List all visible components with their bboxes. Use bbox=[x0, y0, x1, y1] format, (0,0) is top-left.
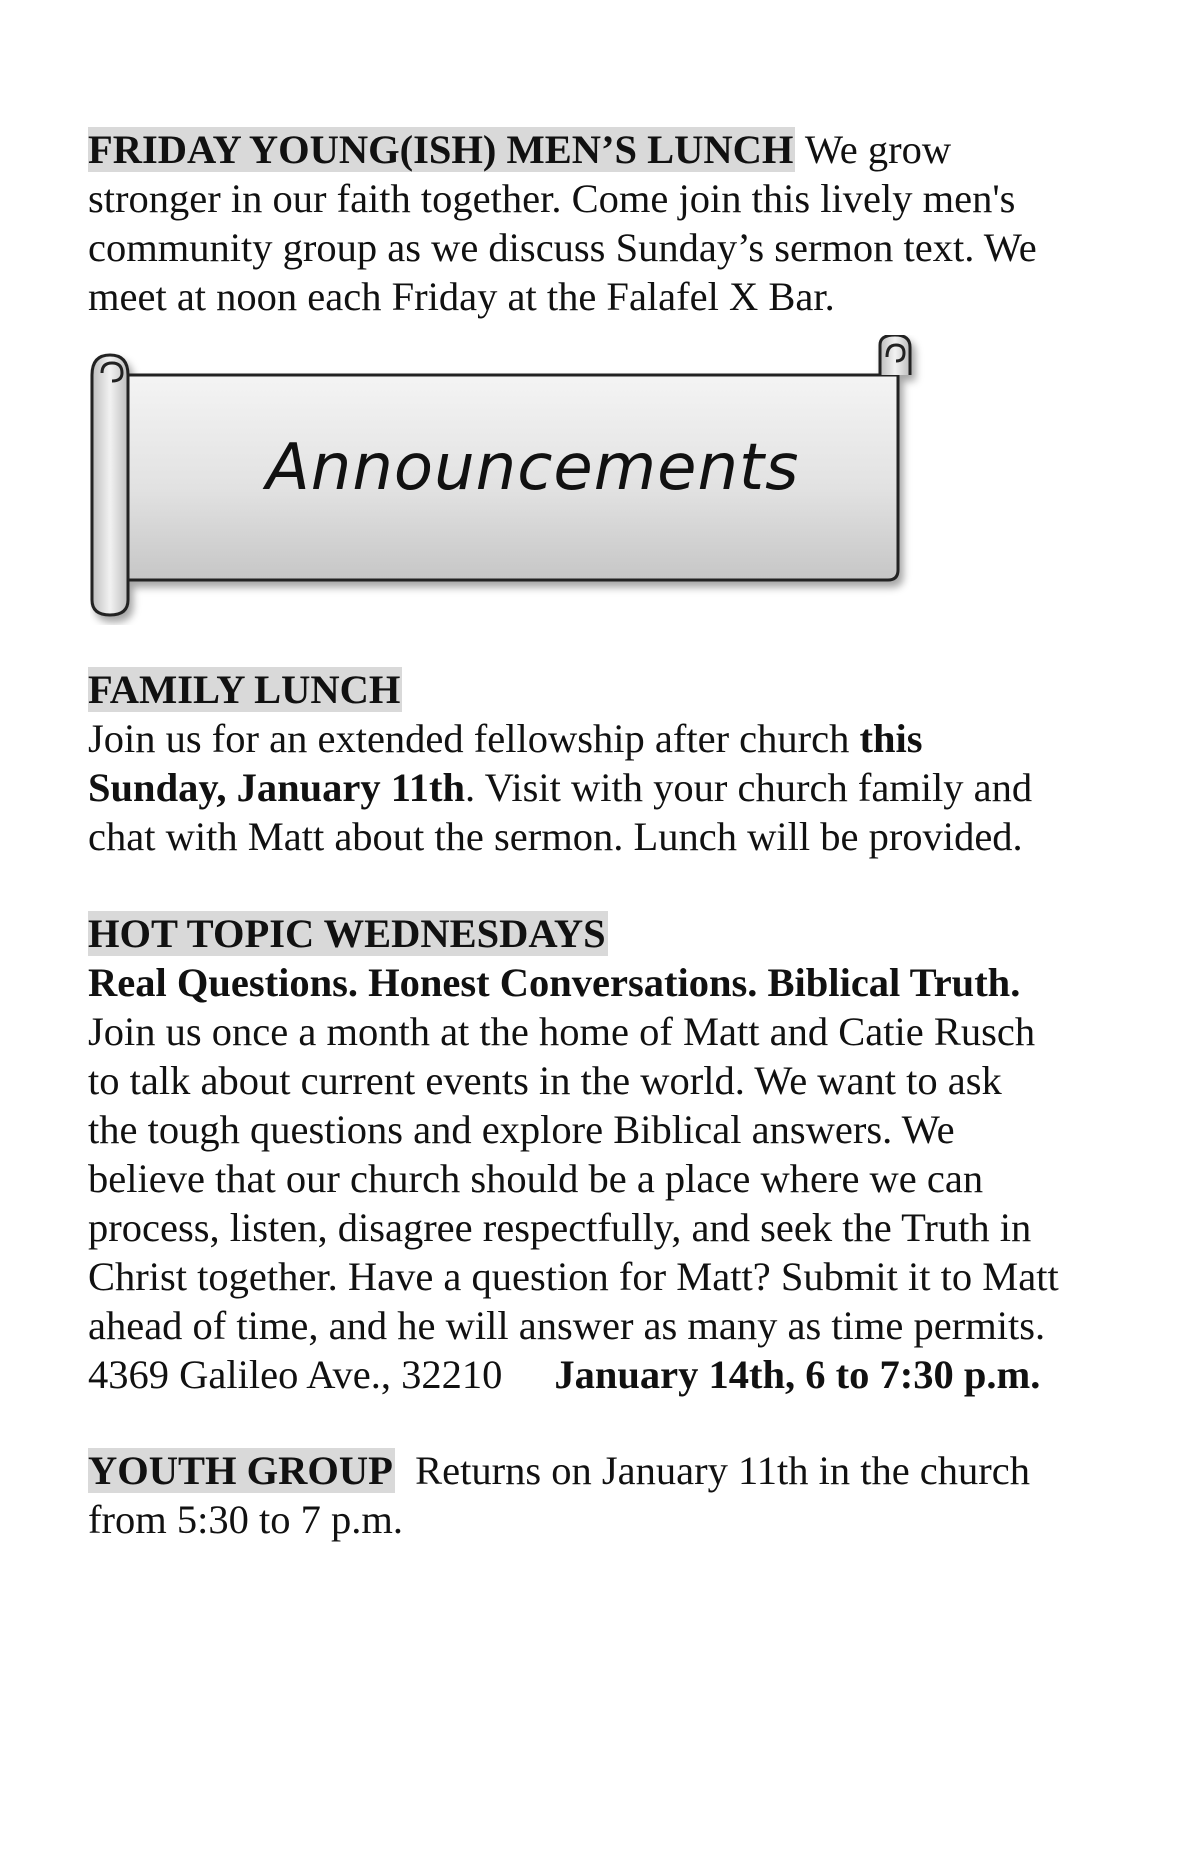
youth-line-1 bbox=[88, 1446, 1118, 1495]
family-heading: FAMILY LUNCH bbox=[88, 667, 401, 712]
youth-heading: YOUTH GROUP bbox=[88, 1448, 393, 1493]
family-lunch-section bbox=[88, 665, 1118, 861]
friday-mens-lunch-section bbox=[88, 125, 1118, 321]
hot-text-6: Christ together. Have a question for Matt? Submit it to Matt bbox=[88, 1254, 1059, 1299]
announcements-banner bbox=[90, 335, 940, 625]
hot-topic-subheading: Real Questions. Honest Conversations. Biblical Truth. bbox=[88, 960, 1021, 1005]
friday-line-1 bbox=[88, 125, 1118, 174]
family-text-1: Join us for an extended fellowship after church bbox=[88, 716, 860, 761]
family-bold-1: this bbox=[859, 716, 923, 761]
hot-datetime: January 14th, 6 to 7:30 p.m. bbox=[554, 1352, 1041, 1397]
friday-text-2: stronger in our faith together. Come join this lively men's bbox=[88, 176, 1016, 221]
family-bold-date: Sunday, January 11th bbox=[88, 765, 466, 810]
youth-text-1: Returns on January 11th in the church bbox=[394, 1448, 1030, 1493]
hot-text-2: to talk about current events in the world. We want to ask bbox=[88, 1058, 1002, 1103]
hot-text-7: ahead of time, and he will answer as many as time permits. bbox=[88, 1303, 1046, 1348]
hot-topic-section bbox=[88, 909, 1118, 1399]
family-heading-line bbox=[88, 665, 1118, 714]
hot-text-1: Join us once a month at the home of Matt and Catie Rusch bbox=[88, 1009, 1036, 1054]
hot-heading-line bbox=[88, 909, 1118, 958]
friday-text-4: meet at noon each Friday at the Falafel X Bar. bbox=[88, 274, 835, 319]
announcements-title: Announcements bbox=[266, 431, 800, 505]
family-line-2 bbox=[88, 763, 1118, 812]
youth-text-2: from 5:30 to 7 p.m. bbox=[88, 1497, 403, 1542]
hot-text-3: the tough questions and explore Biblical answers. We bbox=[88, 1107, 955, 1152]
family-text-2: . Visit with your church family and bbox=[465, 765, 1033, 810]
hot-text-5: process, listen, disagree respectfully, and seek the Truth in bbox=[88, 1205, 1032, 1250]
hot-address-line bbox=[88, 1350, 1118, 1399]
family-line-1 bbox=[88, 714, 1118, 763]
family-text-3: chat with Matt about the sermon. Lunch will be provided. bbox=[88, 814, 1023, 859]
hot-text-4: believe that our church should be a place where we can bbox=[88, 1156, 984, 1201]
friday-text-1: We grow bbox=[795, 127, 952, 172]
friday-heading: FRIDAY YOUNG(ISH) MEN’S LUNCH bbox=[88, 127, 794, 172]
youth-group-section bbox=[88, 1446, 1118, 1544]
friday-text-3: community group as we discuss Sunday’s sermon text. We bbox=[88, 225, 1037, 270]
hot-topic-heading: HOT TOPIC WEDNESDAYS bbox=[88, 911, 606, 956]
hot-address: 4369 Galileo Ave., 32210 bbox=[88, 1352, 503, 1397]
